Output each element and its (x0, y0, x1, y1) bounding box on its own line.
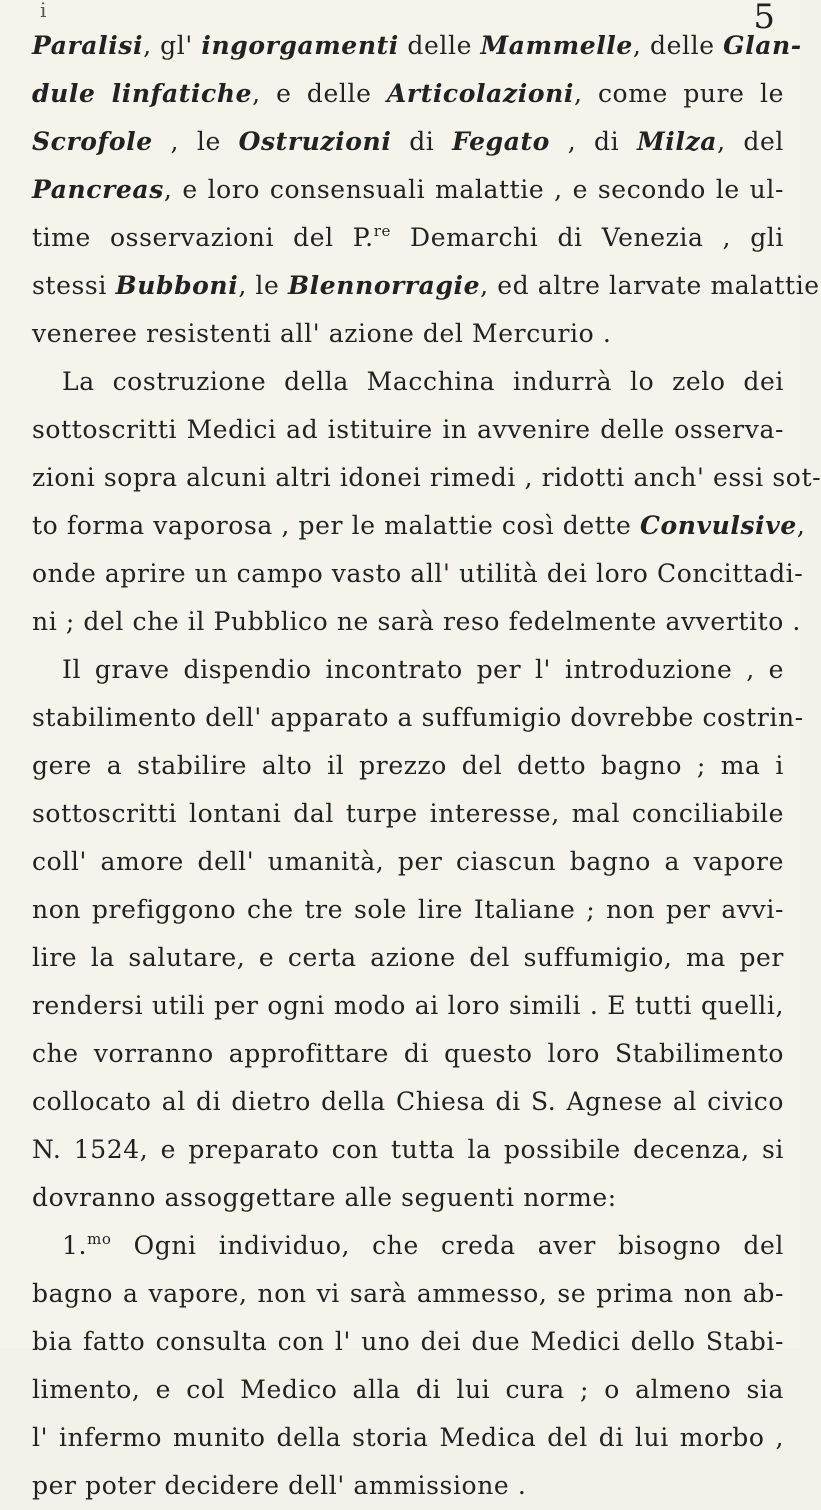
text-line (32, 742, 784, 790)
text-segment: , di (549, 127, 638, 156)
text-line (32, 1174, 784, 1222)
text-line (32, 1270, 784, 1318)
text-line (32, 214, 784, 262)
italic-term: Mammelle (480, 31, 633, 60)
text-segment: , delle (632, 31, 724, 60)
text-line (32, 454, 821, 502)
text-line (32, 1414, 784, 1462)
text-line (32, 1222, 784, 1270)
text-segment: , (796, 511, 806, 540)
text-segment: , le (238, 271, 288, 300)
text-line (32, 694, 804, 742)
text-segment: gere a stabilire alto il prezzo del detto bagno ; ma i (32, 751, 784, 780)
text-line (32, 1462, 784, 1510)
text-line (32, 406, 784, 454)
text-segment: , gl' (143, 31, 202, 60)
italic-term: Bubboni (115, 271, 239, 300)
text-line (32, 886, 784, 934)
text-segment: , le (152, 127, 239, 156)
text-segment: N. 1524, e preparato con tutta la possibile decenza, si (32, 1135, 784, 1164)
text-segment: La costruzione della Macchina indurrà lo zelo dei (62, 367, 784, 396)
text-segment: , del (717, 127, 785, 156)
text-segment: stabilimento dell' apparato a suffumigio dovrebbe costrin- (32, 703, 804, 732)
italic-term: Blennorragie (287, 271, 481, 300)
text-line (32, 118, 784, 166)
italic-term: Paralisi (32, 31, 144, 60)
text-line (32, 70, 784, 118)
text-line (32, 646, 784, 694)
italic-term: Pancreas (32, 175, 164, 204)
text-line (32, 838, 784, 886)
text-segment: coll' amore dell' umanità, per ciascun bagno a vapore (32, 847, 784, 876)
text-segment: bia fatto consulta con l' uno dei due Medici dello Stabi- (32, 1327, 784, 1356)
text-line (32, 1126, 784, 1174)
text-segment: zioni sopra alcuni altri idonei rimedi , ridotti anch' essi sot- (32, 463, 821, 492)
text-segment: stessi (32, 271, 116, 300)
text-line (32, 166, 784, 214)
text-segment: , e loro consensuali malattie , e secondo le ul- (163, 175, 784, 204)
text-line (32, 1078, 784, 1126)
text-segment: , ed altre larvate malattie (480, 271, 820, 300)
italic-term: dule linfatiche (32, 79, 253, 108)
superscript-text: re (373, 222, 391, 240)
italic-term: Fegato (452, 127, 550, 156)
text-line (32, 1366, 784, 1414)
text-segment: delle (398, 31, 481, 60)
italic-term: Ostruzioni (238, 127, 392, 156)
text-segment: sottoscritti lontani dal turpe interesse, mal conciliabile (32, 799, 784, 828)
text-segment: time osservazioni del P. (32, 223, 374, 252)
text-segment: non prefiggono che tre sole lire Italiane ; non per avvi- (32, 895, 784, 924)
text-segment: onde aprire un campo vasto all' utilità dei loro Concittadi- (32, 559, 804, 588)
text-line (32, 358, 784, 406)
text-line (32, 790, 784, 838)
text-line (32, 598, 801, 646)
text-line (32, 1318, 784, 1366)
text-segment: to forma vaporosa , per le malattie così dette (32, 511, 640, 540)
text-line (32, 262, 820, 310)
text-segment: ni ; del che il Pubblico ne sarà reso fedelmente avvertito . (32, 607, 801, 636)
text-segment: l' infermo munito della storia Medica del di lui morbo , (32, 1423, 784, 1452)
text-segment: veneree resistenti all' azione del Mercurio . (32, 319, 612, 348)
italic-term: Milza (637, 127, 718, 156)
text-segment: per poter decidere dell' ammissione . (32, 1471, 527, 1500)
text-segment: dovranno assoggettare alle seguenti norme: (32, 1183, 617, 1212)
body-text (32, 22, 821, 1510)
text-segment: Demarchi di Venezia , gli (390, 223, 784, 252)
text-segment: lire la salutare, e certa azione del suffumigio, ma per (32, 943, 784, 972)
text-segment: Ogni individuo, che creda aver bisogno del (111, 1231, 784, 1260)
text-segment: collocato al di dietro della Chiesa di S. Agnese al civico (32, 1087, 784, 1116)
text-segment: di (391, 127, 453, 156)
italic-term: Convulsive (639, 511, 797, 540)
text-line (32, 982, 784, 1030)
text-line (32, 22, 802, 70)
text-segment: , e delle (252, 79, 387, 108)
text-segment: rendersi utili per ogni modo ai loro simili . E tutti quelli, (32, 991, 784, 1020)
text-segment: che vorranno approfittare di questo loro Stabilimento (32, 1039, 784, 1068)
italic-term: Articolazioni (386, 79, 574, 108)
text-segment: 1. (62, 1231, 88, 1260)
text-line (32, 310, 784, 358)
text-line (32, 550, 804, 598)
text-segment: , come pure le (573, 79, 784, 108)
superscript-text: mo (87, 1230, 112, 1248)
text-segment: bagno a vapore, non vi sarà ammesso, se prima non ab- (32, 1279, 784, 1308)
text-line (32, 1030, 784, 1078)
text-segment: sottoscritti Medici ad istituire in avvenire delle osserva- (32, 415, 784, 444)
text-line (32, 502, 806, 550)
text-segment: Il grave dispendio incontrato per l' introduzione , e (62, 655, 784, 684)
italic-term: Scrofole (32, 127, 153, 156)
text-line (32, 934, 784, 982)
italic-term: ingorgamenti (201, 31, 399, 60)
page-number: 5 (753, 0, 775, 37)
italic-term: Glan- (723, 31, 802, 60)
text-segment: limento, e col Medico alla di lui cura ; o almeno sia (32, 1375, 784, 1404)
stray-mark: i (40, 0, 47, 22)
